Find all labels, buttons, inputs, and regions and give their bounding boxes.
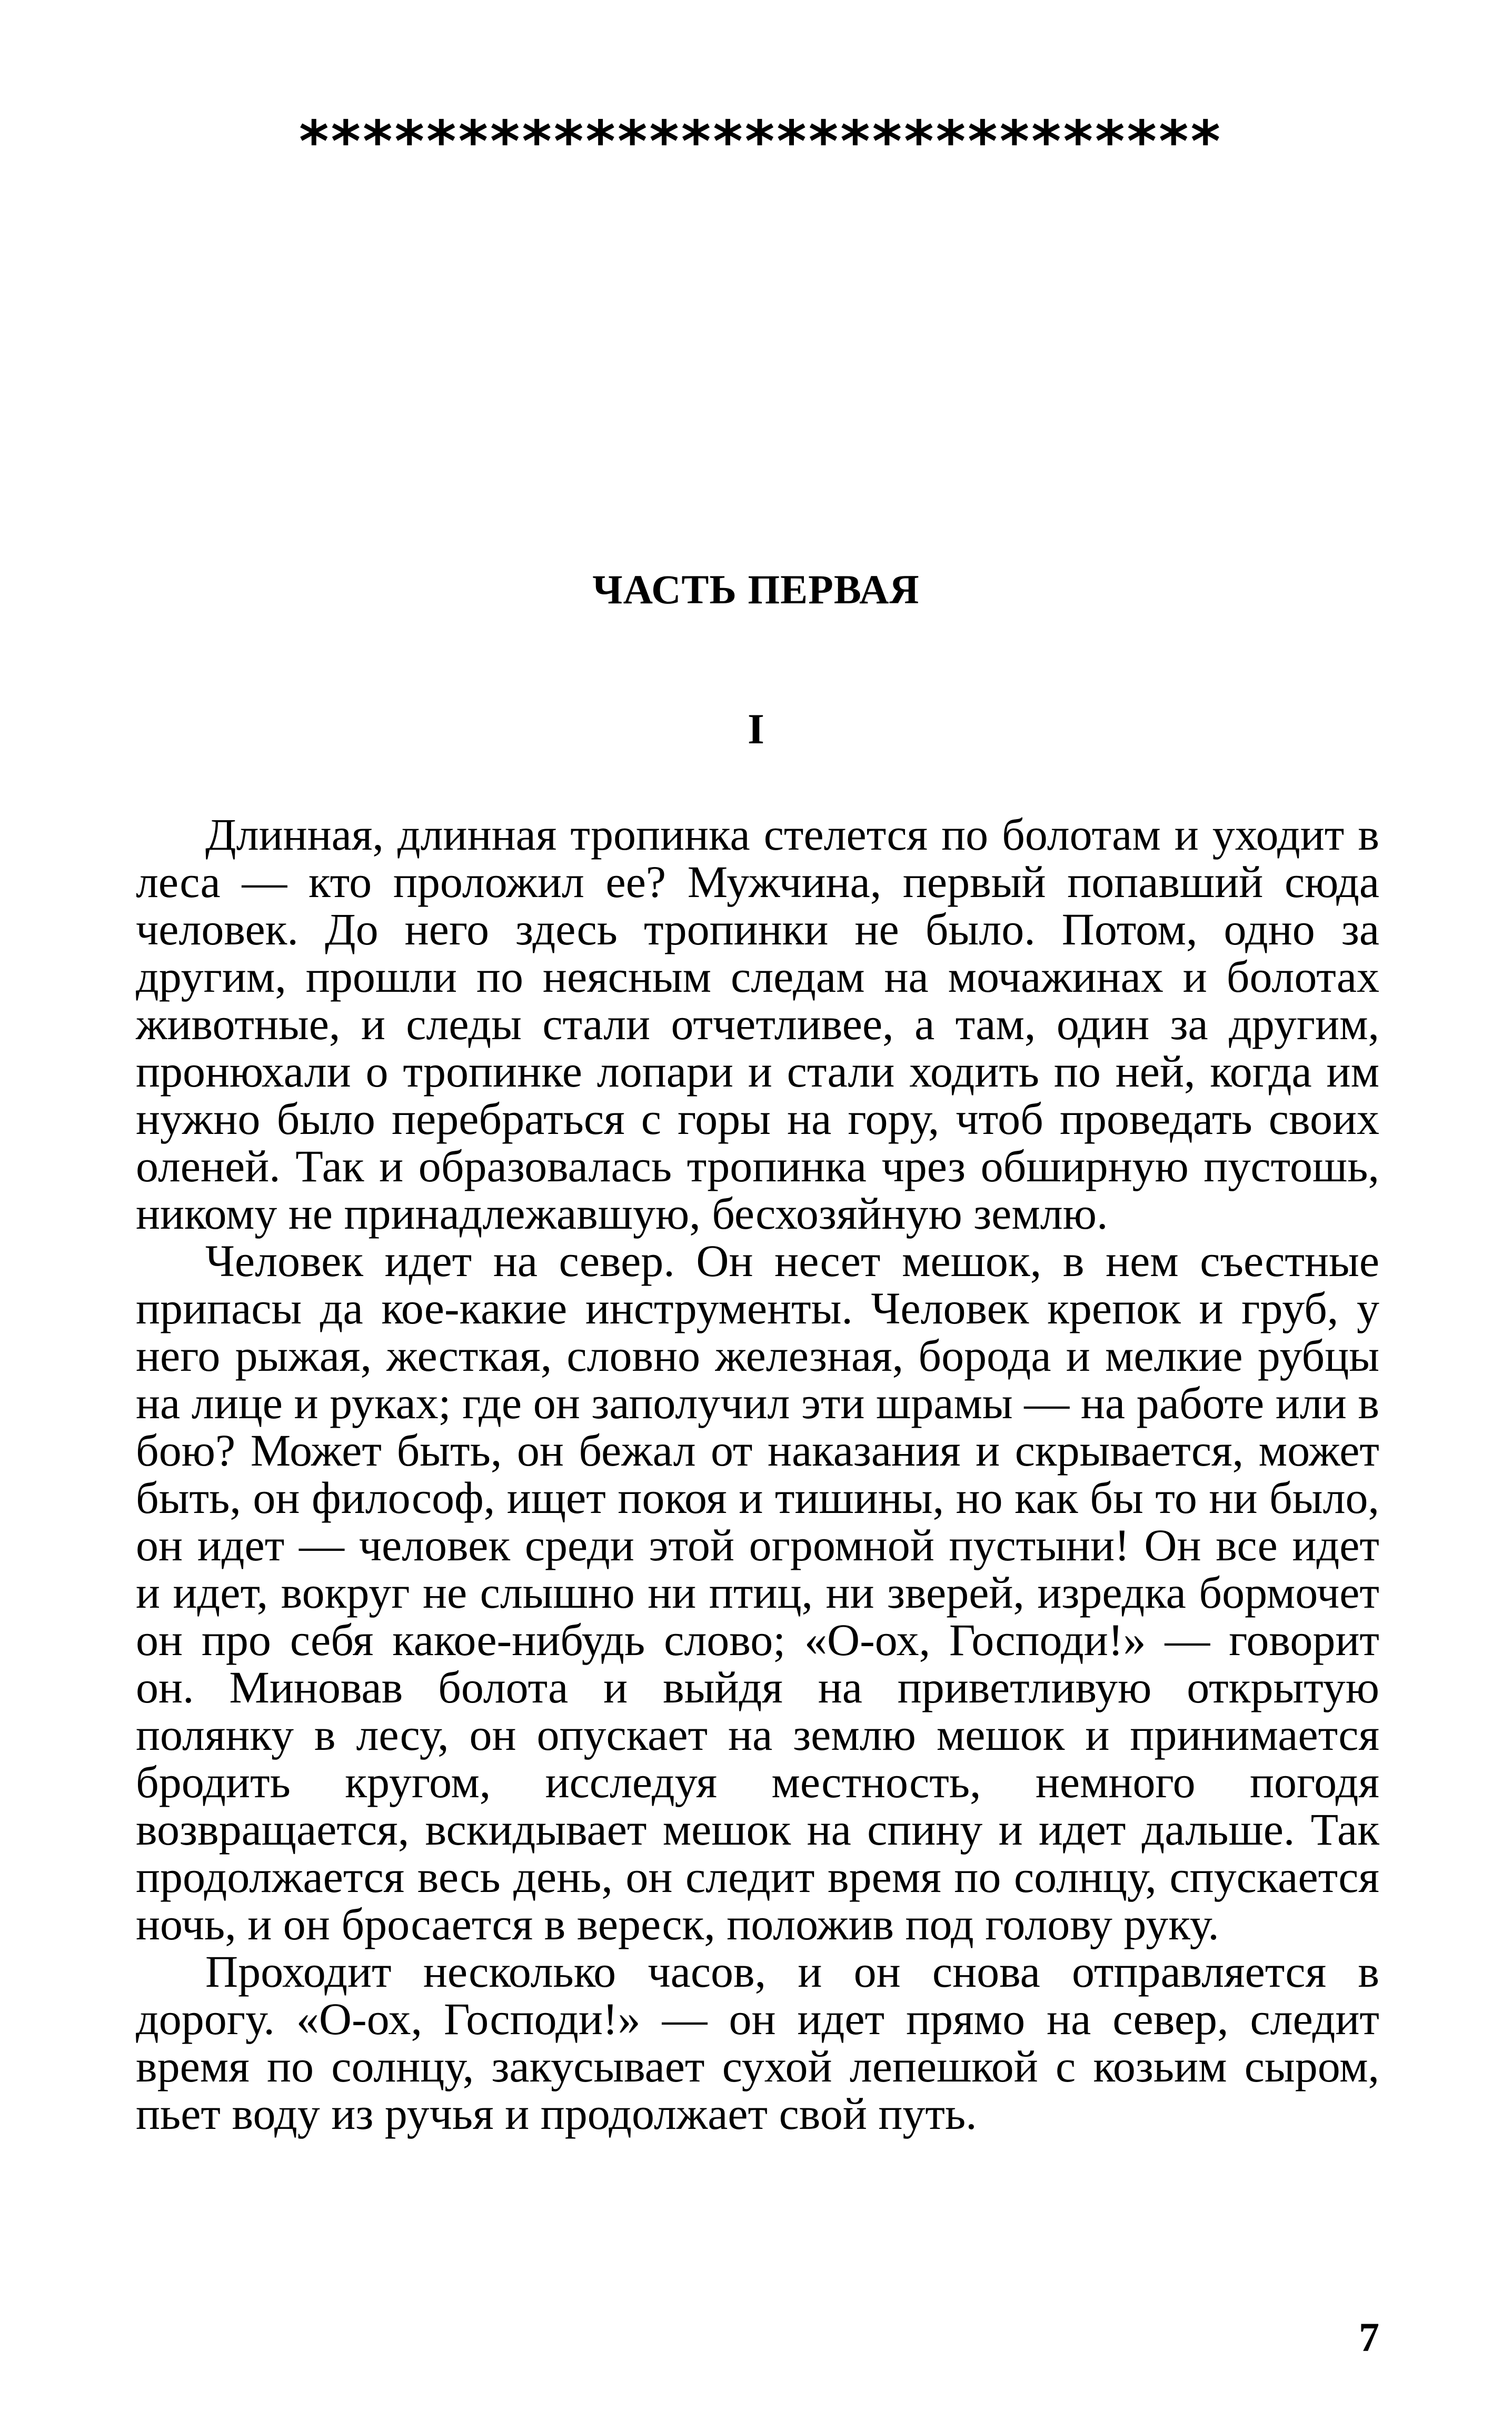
part-title: ЧАСТЬ ПЕРВАЯ: [592, 566, 920, 612]
body-text: [136, 811, 1379, 2137]
page-number: 7: [1359, 2314, 1379, 2360]
paragraph: Проходит несколько часов, и он снова отправляется в дорогу. «О-ох, Господи!» — он идет прямо на север, следит время по солнцу, закусывает сухой лепешкой с козьим сыром, пьет воду из ручья и продолжает свой путь.: [136, 1946, 1379, 2139]
chapter-number: I: [748, 705, 764, 753]
paragraph: Человек идет на север. Он несет мешок, в нем съестные припасы да кое-какие инструменты. Человек крепок и груб, у него рыжая, жесткая, словно железная, борода и мелкие рубцы на лице и руках; где он заполучил эти шрамы — на работе или в бою? Может быть, он бежал от наказания и скрывается, может быть, он философ, ищет покоя и тишины, но как бы то ни было, он идет — человек среди этой огромной пустыни! Он все идет и идет, вокруг не слышно ни птиц, ни зверей, изредка бормочет он про себя какое-нибудь слово; «О-ох, Господи!» — говорит он. Миновав болота и выйдя на приветливую открытую полянку в лесу, он опускает на землю мешок и принимается бродить кругом, исследуя местность, немного погодя возвращается, вскидывает мешок на спину и идет дальше. Так продолжается весь день, он следит время по солнцу, спускается ночь, и он бросается в вереск, положив под голову руку.: [136, 1236, 1379, 1949]
paragraph: Длинная, длинная тропинка стелется по болотам и уходит в леса — кто проложил ее? Мужчина, первый попавший сюда человек. До него здесь тропинки не было. Потом, одно за другим, прошли по неясным следам на мочажинах и болотах животные, и следы стали отчетливее, а там, один за другим, пронюхали о тропинке лопари и стали ходить по ней, когда им нужно было перебраться с горы на гору, чтоб проведать своих оленей. Так и образовалась тропинка чрез обширную пустошь, никому не принадлежавшую, бесхозяйную землю.: [136, 809, 1379, 1239]
ornament-divider: *****************************: [299, 113, 1222, 171]
